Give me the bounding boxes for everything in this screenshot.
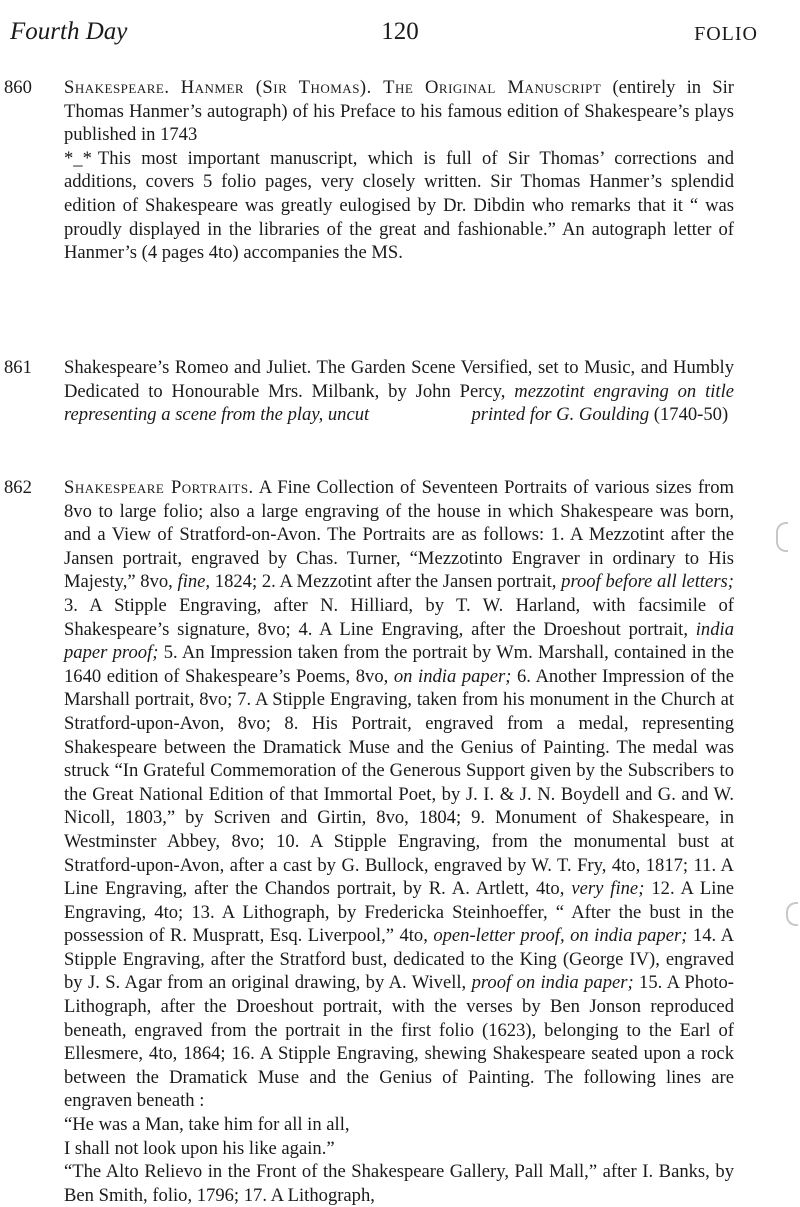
- lot-note: [64, 147, 734, 265]
- note-text: This most important manuscript, which is full of Sir Thomas’ corrections and additions, covers 5 folio pages, very closely written. Sir Thomas Hanmer’s splendid edition of Shakespeare was greatly eulogised by Dr. Dibdin who remarks that it “ was proudly displayed in the libraries of the great and fashionable.” An autograph letter of Hanmer’s (4 pages 4to) accompanies the MS.: [64, 147, 734, 264]
- lot-860: [4, 76, 734, 265]
- page-number: 120: [381, 18, 419, 45]
- lot-861: [4, 356, 734, 427]
- lot-number: 860: [4, 77, 32, 98]
- lot-heading: Shakespeare.: [64, 77, 170, 98]
- verse-line: I shall not look upon his like again.”: [64, 1137, 335, 1159]
- lot-862: [4, 476, 734, 1207]
- margin-mark: [786, 902, 798, 926]
- lot-number: 862: [4, 477, 32, 498]
- lot-description: [64, 76, 734, 147]
- lot-description: Shakespeare’s Romeo and Juliet. The Garden Scene Versified, set to Music, and Humbly Dedicated to Honourable Mrs. Milbank, by John Percy, mezzotint engraving on title representing a scene from the play, uncut printed for G. Goulding (1740-50): [64, 357, 735, 426]
- lot-continuation: “The Alto Relievo in the Front of the Shakespeare Gallery, Pall Mall,” after I. Banks, by Ben Smith, folio, 1796; 17. A Lithograph,: [64, 1161, 734, 1206]
- verse-line: “He was a Man, take him for all in all,: [64, 1114, 350, 1136]
- page-header: [0, 18, 800, 52]
- lot-heading: Shakespeare Portraits.: [64, 477, 254, 498]
- lot-text: (entirely in Sir Thomas Hanmer’s autograph) of his Preface to his famous edition of Shakespeare’s plays published in 1743: [64, 77, 734, 146]
- day-heading: Fourth Day: [10, 18, 128, 45]
- note-mark: *_*: [64, 147, 92, 169]
- format-heading: FOLIO: [694, 23, 758, 45]
- lot-number: 861: [4, 357, 32, 378]
- lot-title: Hanmer (Sir Thomas). The Original Manuscript: [180, 77, 602, 98]
- lot-description: Shakespeare Portraits. A Fine Collection of Seventeen Portraits of various sizes from 8vo to large folio; also a large engraving of the house in which Shakespeare was born, and a View of Stratford-on-Avon. The Portraits are as follows: 1. A Mezzotint after the Jansen portrait, engraved by Chas. Turner, “Mezzotinto Engraver in ordinary to His Majesty,” 8vo, fine, 1824; 2. A Mezzotint after the Jansen portrait, proof before all letters; 3. A Stipple Engraving, after N. Hilliard, by T. W. Harland, with facsimile of Shakespeare’s signature, 8vo; 4. A Line Engraving, after the Droeshout portrait, india paper proof; 5. An Impression taken from the portrait by Wm. Marshall, contained in the 1640 edition of Shakespeare’s Poems, 8vo, on india paper; 6. Another Impression of the Marshall portrait, 8vo; 7. A Stipple Engraving, taken from his monument in the Church at Stratford-upon-Avon, 8vo; 8. His Portrait, engraved from a medal, representing Shakespeare between the Dramatick Muse and the Genius of Painting. The medal was struck “In Grateful Commemoration of the Generous Support given by the Subscribers to the Great National Edition of that Immortal Poet, by J. I. & J. N. Boydell and G. and W. Nicoll, 1803,” by Scriven and Girtin, 8vo, 1804; 9. Monument of Shakespeare, in Westminster Abbey, 8vo; 10. A Stipple Engraving, from the monumental bust at Stratford-upon-Avon, after a cast by G. Bullock, engraved by W. T. Fry, 4to, 1817; 11. A Line Engraving, after the Chandos portrait, by R. A. Artlett, 4to, very fine; 12. A Line Engraving, 4to; 13. A Lithograph, by Fredericka Steinhoeffer, “ After the bust in the possession of R. Muspratt, Esq. Liverpool,” 4to, open-letter proof, on india paper; 14. A Stipple Engraving, after the Stratford bust, dedicated to the King (George IV), engraved by J. S. Agar from an original drawing, by A. Wivell, proof on india paper; 15. A Photo-Lithograph, after the Droeshout portrait, with the verses by Ben Jonson reproduced beneath, engraved from the portrait in the first folio (1623), belonging to the Earl of Ellesmere, 4to, 1864; 16. A Stipple Engraving, shewing Shakespeare seated upon a rock between the Dramatick Muse and the Genius of Painting. The following lines are engraven beneath :: [64, 477, 735, 1112]
- margin-mark: [776, 522, 788, 552]
